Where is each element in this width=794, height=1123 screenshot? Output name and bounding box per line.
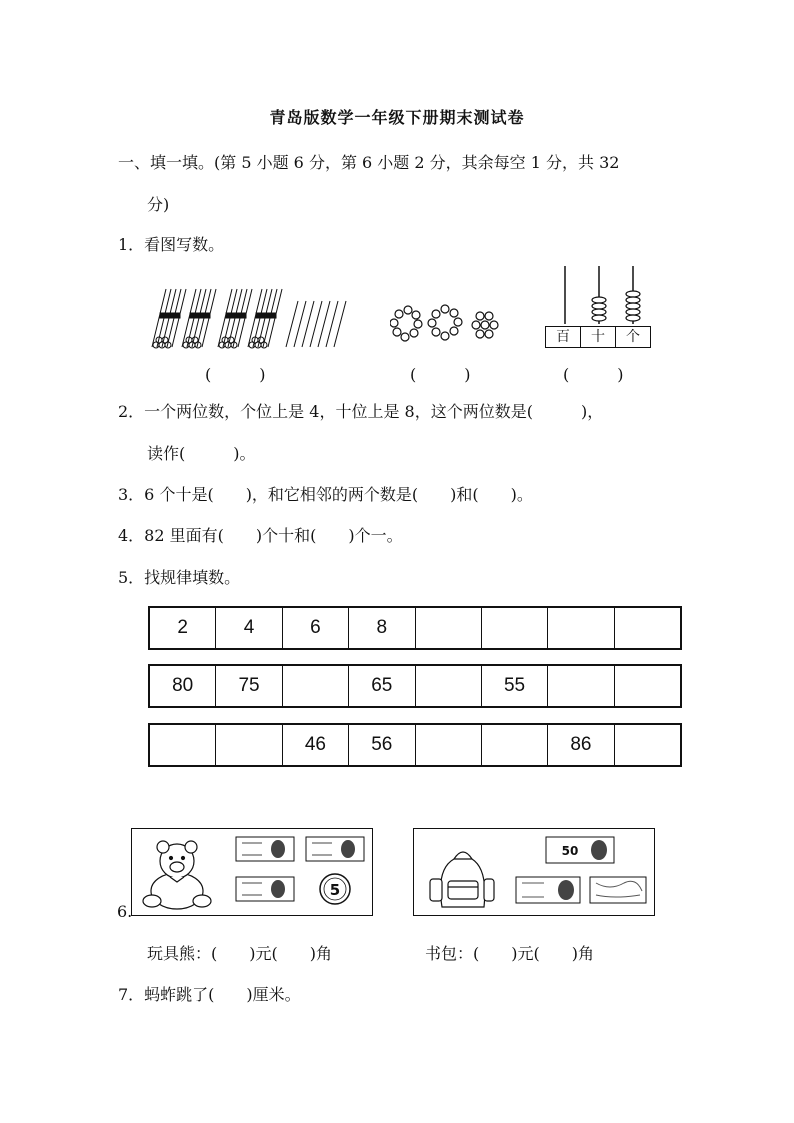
sequence-table-2 [149, 665, 681, 707]
sequence-table-1 [149, 607, 681, 649]
sequence-cell-blank[interactable] [415, 725, 481, 766]
question-4: 4．82 里面有( )个十和( )个一。 [118, 526, 403, 545]
sequence-cell: 2 [150, 608, 216, 649]
banknote-value-label: 50 [561, 844, 579, 858]
question-1: 1．看图写数。 [118, 235, 225, 254]
bead-rings-icon [390, 302, 510, 347]
school-bag-money-illustration [414, 829, 654, 915]
sequence-cell-blank[interactable] [150, 725, 216, 766]
sequence-cell-blank[interactable] [481, 608, 547, 649]
coin-value-label: 5 [329, 881, 341, 899]
question-7: 7．蚂蚱跳了( )厘米。 [118, 985, 301, 1004]
sequence-cell-blank[interactable] [614, 608, 680, 649]
abacus-place-labels [545, 326, 651, 348]
teddy-bear-money-illustration [132, 829, 372, 915]
question-6-number: 6. [117, 902, 133, 921]
table-row [150, 725, 681, 766]
question-2: 2．一个两位数，个位上是 4，十位上是 8，这个两位数是( )， [118, 402, 604, 421]
abacus-label-ones: 个 [626, 329, 640, 345]
sequence-cell: 65 [349, 666, 415, 707]
teddy-bear-answer: 玩具熊：( )元( )角 [147, 944, 332, 963]
question-5: 5．找规律填数。 [118, 568, 241, 587]
table-row [150, 666, 681, 707]
sequence-cell: 8 [349, 608, 415, 649]
sequence-cell-blank[interactable] [282, 666, 348, 707]
sequence-cell-blank[interactable] [614, 666, 680, 707]
stick-bundles-figure [140, 285, 360, 355]
answer-blank-3[interactable]: ( ) [563, 365, 624, 384]
section-heading: 一、填一填。(第 5 小题 6 分，第 6 小题 2 分，其余每空 1 分，共 32 [118, 153, 620, 172]
sequence-cell-blank[interactable] [614, 725, 680, 766]
sequence-cell-blank[interactable] [216, 725, 282, 766]
abacus-label-hundreds: 百 [546, 327, 581, 347]
sequence-cell: 86 [548, 725, 614, 766]
answer-blank-1[interactable]: ( ) [205, 365, 266, 384]
question-2-cont: 读作( )。 [147, 444, 256, 463]
teddy-bear-icon [143, 841, 211, 909]
sequence-cell: 46 [282, 725, 348, 766]
sequence-cell-blank[interactable] [415, 608, 481, 649]
school-bag-answer: 书包：( )元( )角 [425, 944, 594, 963]
bead-rings-figure [390, 302, 510, 347]
section-heading-cont: 分) [147, 195, 170, 214]
sequence-cell-blank[interactable] [415, 666, 481, 707]
sequence-cell-blank[interactable] [548, 608, 614, 649]
sequence-cell: 75 [216, 666, 282, 707]
sequence-table-3 [149, 724, 681, 766]
page-title: 青岛版数学一年级下册期末测试卷 [269, 108, 525, 127]
sequence-cell-blank[interactable] [548, 666, 614, 707]
abacus-figure [545, 264, 655, 348]
sequence-cell-blank[interactable] [481, 725, 547, 766]
question-3: 3．6 个十是( )，和它相邻的两个数是( )和( )。 [118, 485, 533, 504]
sequence-cell: 4 [216, 608, 282, 649]
sequence-cell: 56 [349, 725, 415, 766]
sequence-cell: 6 [282, 608, 348, 649]
abacus-label-tens: 十 [581, 327, 616, 347]
abacus-rods-icon [545, 264, 655, 326]
stick-bundles-icon [140, 285, 360, 355]
sequence-cell: 80 [150, 666, 216, 707]
backpack-icon [430, 852, 494, 907]
answer-blank-2[interactable]: ( ) [410, 365, 471, 384]
teddy-bear-price-panel [131, 828, 373, 916]
sequence-cell: 55 [481, 666, 547, 707]
table-row [150, 608, 681, 649]
school-bag-price-panel [413, 828, 655, 916]
